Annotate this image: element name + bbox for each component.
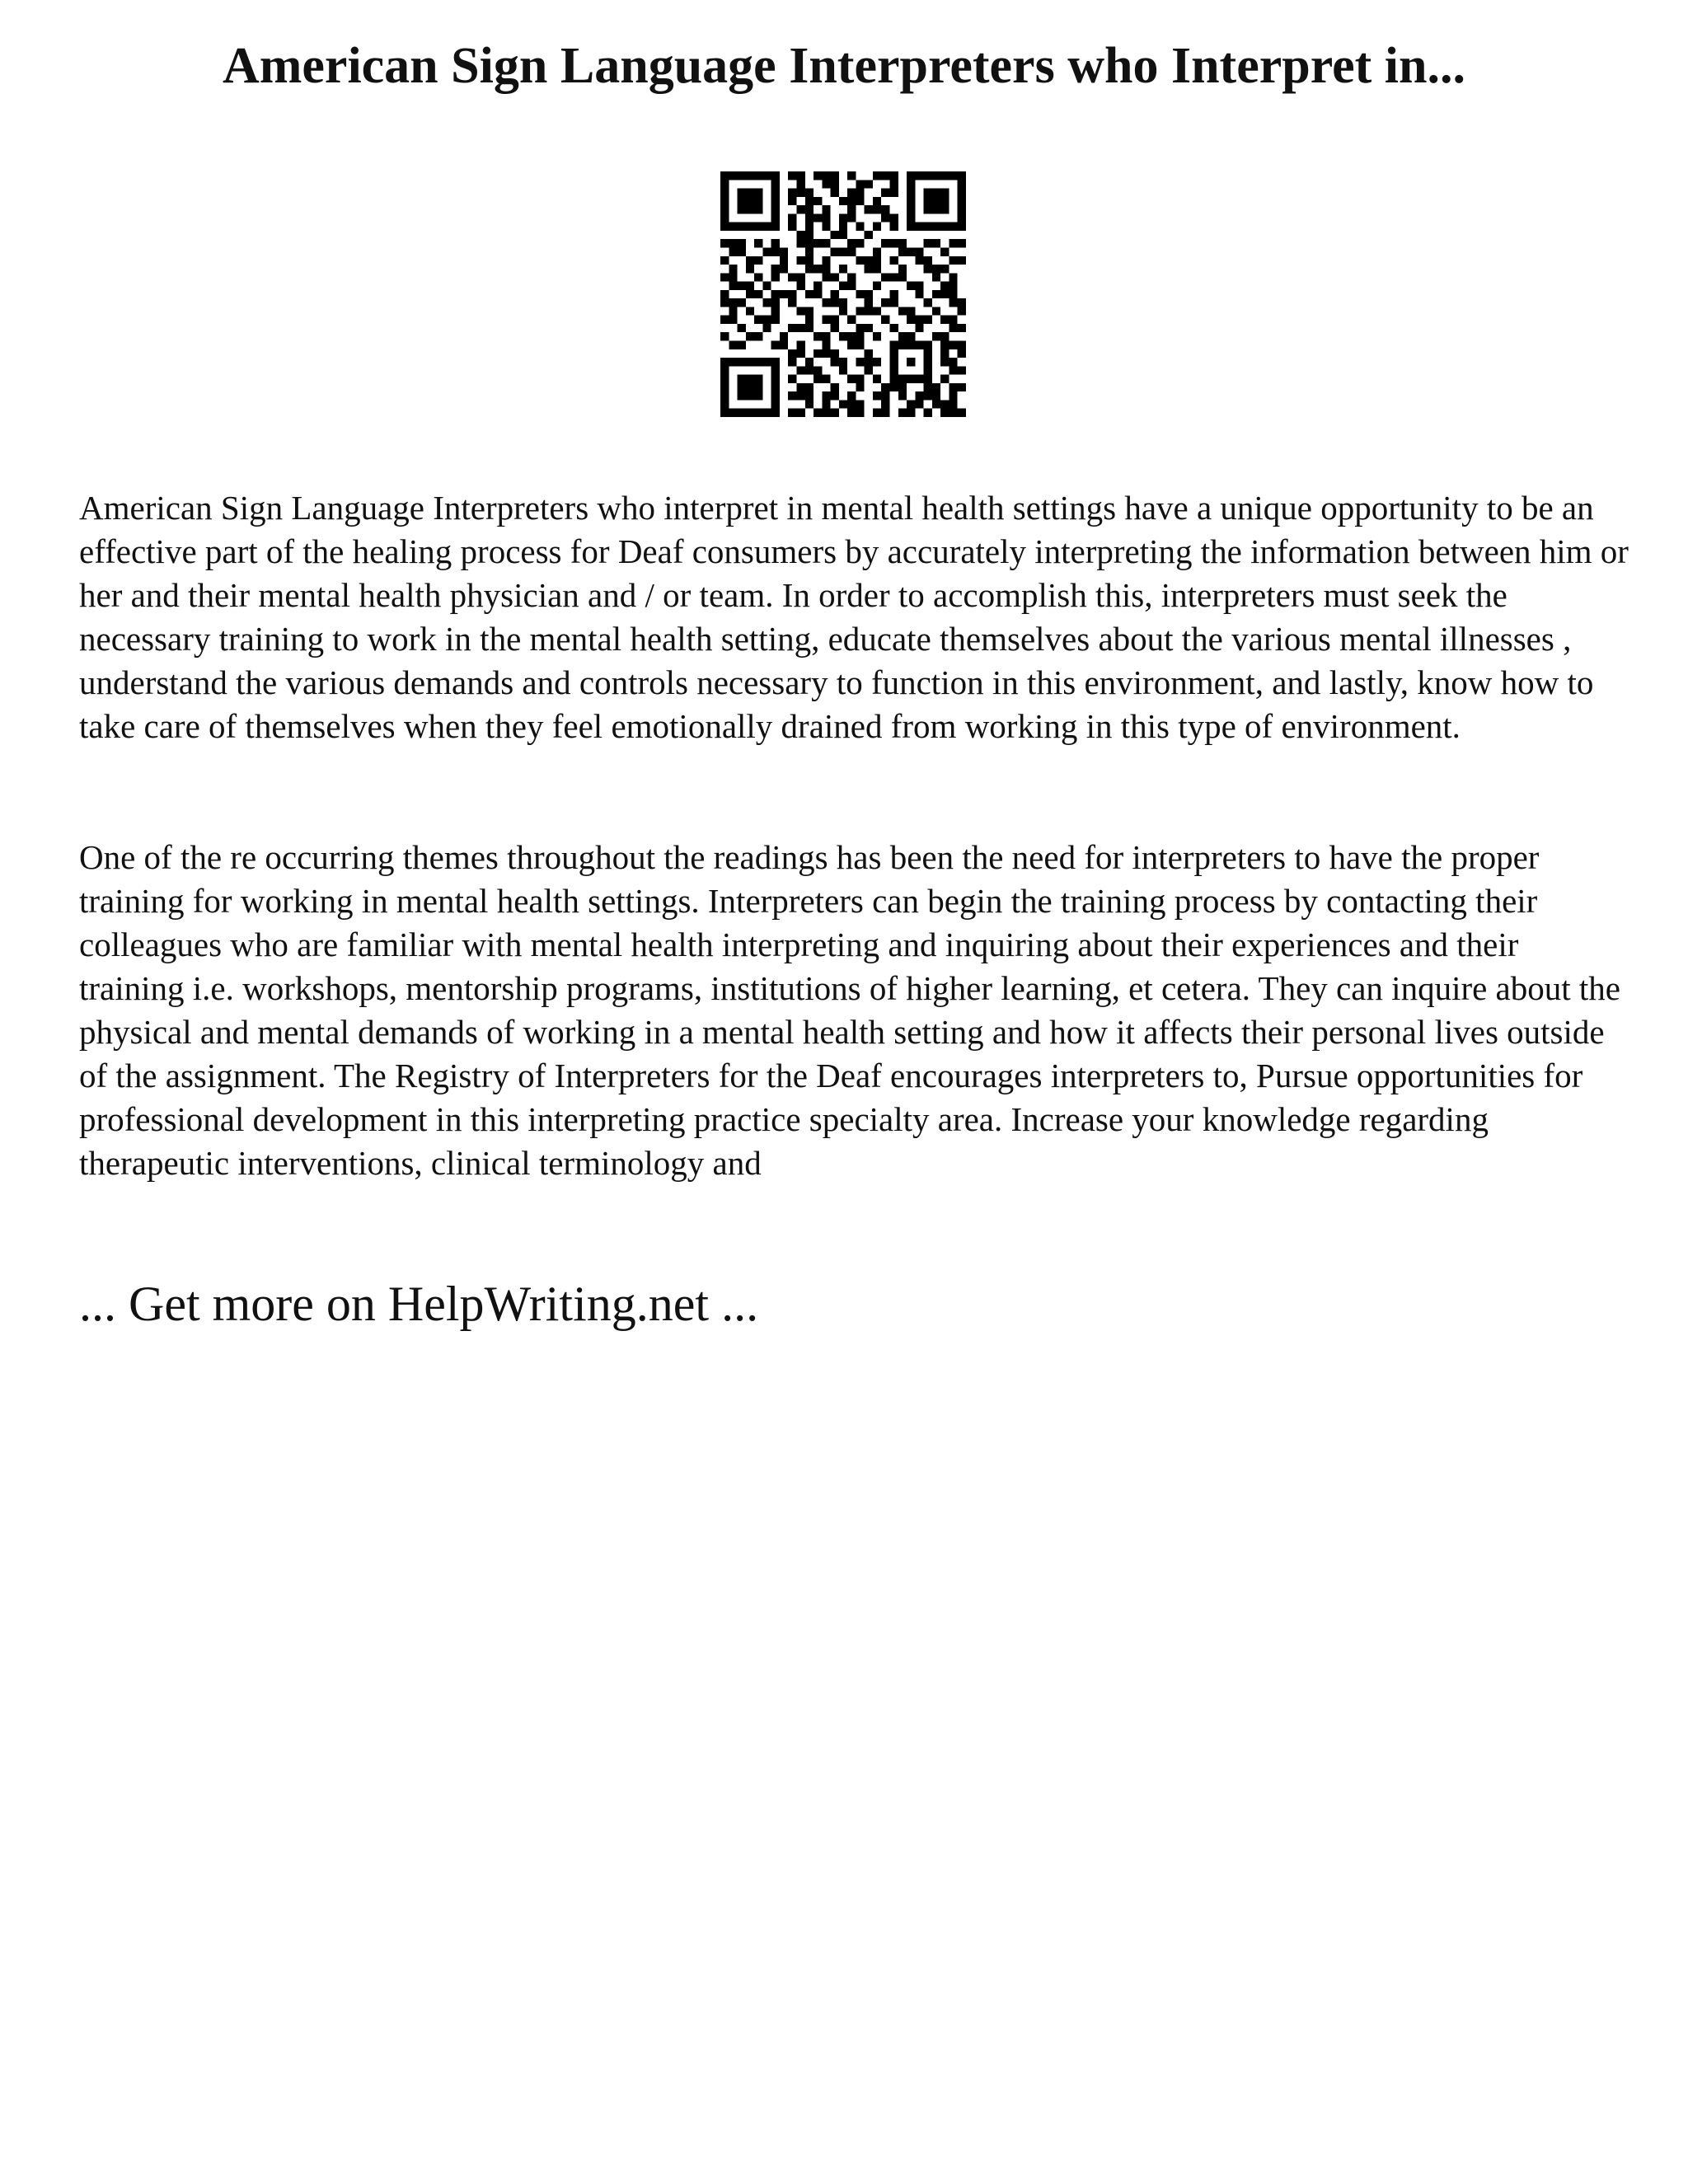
qr-code-icon bbox=[720, 171, 966, 417]
get-more-link[interactable]: ... Get more on HelpWriting.net ... bbox=[79, 1277, 759, 1331]
page-title: American Sign Language Interpreters who Interpret in... bbox=[222, 38, 1465, 94]
body-paragraph-training: One of the re occurring themes throughout the readings has been the need for interpreters to have the proper training for working in mental health settings. Interpreters can begin the training process by contacting their colleagues who are familiar with mental health interpreting and inquiring about their experiences and their training i.e. workshops, mentorship programs, institutions of higher learning, et cetera. They can inquire about the physical and mental demands of working in a mental health setting and how it affects their personal lives outside of the assignment. The Registry of Interpreters for the Deaf encourages interpreters to, Pursue opportunities for professional development in this interpreting practice specialty area. Increase your knowledge regarding therapeutic interventions, clinical terminology and bbox=[79, 838, 1620, 1182]
body-paragraph-intro: American Sign Language Interpreters who interpret in mental health settings have a unique opportunity to be an effective part of the healing process for Deaf consumers by accurately interpreting the information between him or her and their mental health physician and / or team. In order to accomplish this, interpreters must seek the necessary training to work in the mental health setting, educate themselves about the various mental illnesses , understand the various demands and controls necessary to function in this environment, and lastly, know how to take care of themselves when they feel emotionally drained from working in this type of environment. bbox=[79, 489, 1629, 745]
